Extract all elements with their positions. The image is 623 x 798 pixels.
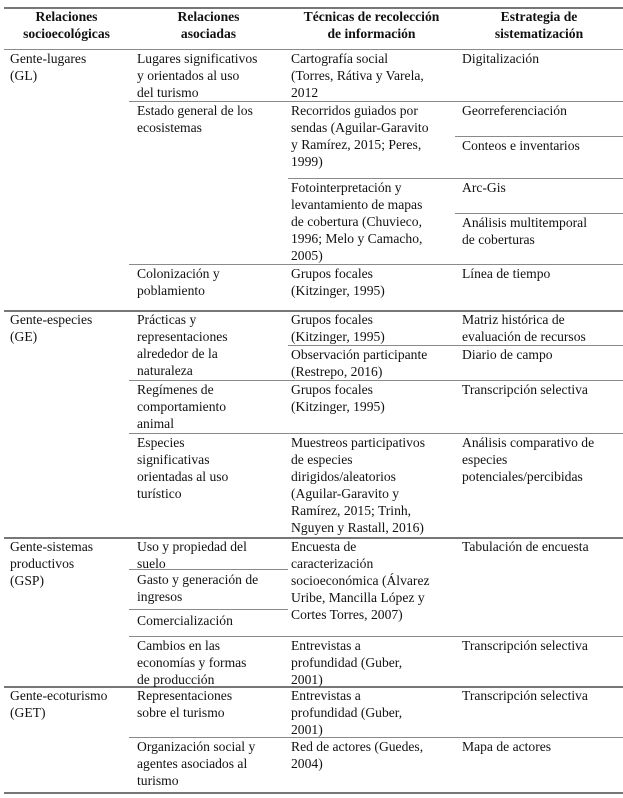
- strategy-cell: Transcripción selectiva: [462, 638, 588, 653]
- strategy-cell: Transcripción selectiva: [462, 382, 588, 397]
- relation-cell: Cambios en las economías y formas de producción: [137, 638, 247, 687]
- technique-cell: Observación participante (Restrepo, 2016): [291, 347, 428, 379]
- header-systematization-strategy: Estrategia de sistematización: [494, 9, 584, 41]
- technique-cell: Cartografía social (Torres, Rátiva y Varela, 2012: [291, 51, 424, 100]
- row-divider: [129, 609, 288, 610]
- strategy-cell: Tabulación de encuesta: [462, 539, 589, 554]
- relation-cell: Especies significativas orientadas al uso turístico: [137, 435, 229, 501]
- strategy-cell: Análisis comparativo de especies potenciales/percibidas: [462, 435, 595, 484]
- relation-cell: Organización social y agentes asociados al turismo: [137, 739, 256, 788]
- header-collection-techniques: Técnicas de recolección de información: [303, 9, 440, 41]
- group-name: Gente-ecoturismo (GET): [10, 688, 108, 720]
- relation-cell: Prácticas y representaciones alrededor de la naturaleza: [137, 312, 228, 378]
- header-socioecological-relations: Relaciones socioecológicas: [23, 9, 110, 41]
- relation-cell: Colonización y poblamiento: [137, 266, 220, 298]
- strategy-cell: Línea de tiempo: [462, 266, 551, 281]
- strategy-cell: Georreferenciación: [462, 103, 567, 118]
- strategy-cell: Digitalización: [462, 51, 540, 66]
- technique-cell: Entrevistas a profundidad (Guber, 2001): [291, 638, 403, 687]
- relation-cell: Representaciones sobre el turismo: [137, 688, 233, 720]
- technique-cell: Muestreos participativos de especies dirigidos/aleatorios (Aguilar-Garavito y Ramírez, 2015; Trinh, Nguyen y Rastall, 2016): [291, 435, 426, 535]
- strategy-cell: Conteos e inventarios: [462, 138, 580, 153]
- technique-cell: Recorridos guiados por sendas (Aguilar-Garavito y Ramírez, 2015; Peres, 1999): [291, 103, 429, 169]
- technique-cell: Grupos focales (Kitzinger, 1995): [291, 312, 385, 344]
- relation-cell: Estado general de los ecosistemas: [137, 103, 253, 135]
- table-bottom-rule: [4, 792, 623, 794]
- group-name: Gente-lugares (GL): [10, 51, 87, 83]
- technique-cell: Fotointerpretación y levantamiento de mapas de cobertura (Chuvieco, 1996; Melo y Camacho, 2005): [291, 180, 423, 263]
- group-name: Gente-especies (GE): [10, 312, 93, 344]
- relation-cell: Regímenes de comportamiento animal: [137, 382, 227, 431]
- strategy-cell: Análisis multitemporal de coberturas: [462, 215, 587, 247]
- technique-cell: Red de actores (Guedes, 2004): [291, 739, 424, 771]
- relation-cell: Lugares significativos y orientados al uso del turismo: [137, 51, 258, 100]
- technique-cell: Grupos focales (Kitzinger, 1995): [291, 382, 385, 414]
- technique-cell: Entrevistas a profundidad (Guber, 2001): [291, 688, 403, 737]
- strategy-cell: Transcripción selectiva: [462, 688, 588, 703]
- relation-cell: Gasto y generación de ingresos: [137, 572, 259, 604]
- relation-cell: Uso y propiedad del suelo: [137, 539, 247, 571]
- strategy-cell: Matriz histórica de evaluación de recursos: [462, 312, 586, 344]
- group-name: Gente-sistemas productivos (GSP): [10, 539, 94, 588]
- strategy-cell: Arc-Gis: [462, 180, 506, 195]
- technique-cell: Grupos focales (Kitzinger, 1995): [291, 266, 385, 298]
- header-associated-relations: Relaciones asociadas: [177, 9, 240, 41]
- strategy-cell: Diario de campo: [462, 347, 553, 362]
- relation-cell: Comercialización: [137, 613, 233, 628]
- strategy-cell: Mapa de actores: [462, 739, 552, 754]
- technique-cell: Encuesta de caracterización socioeconómica (Álvarez Uribe, Mancilla López y Cortes Torres, 2007): [291, 539, 430, 622]
